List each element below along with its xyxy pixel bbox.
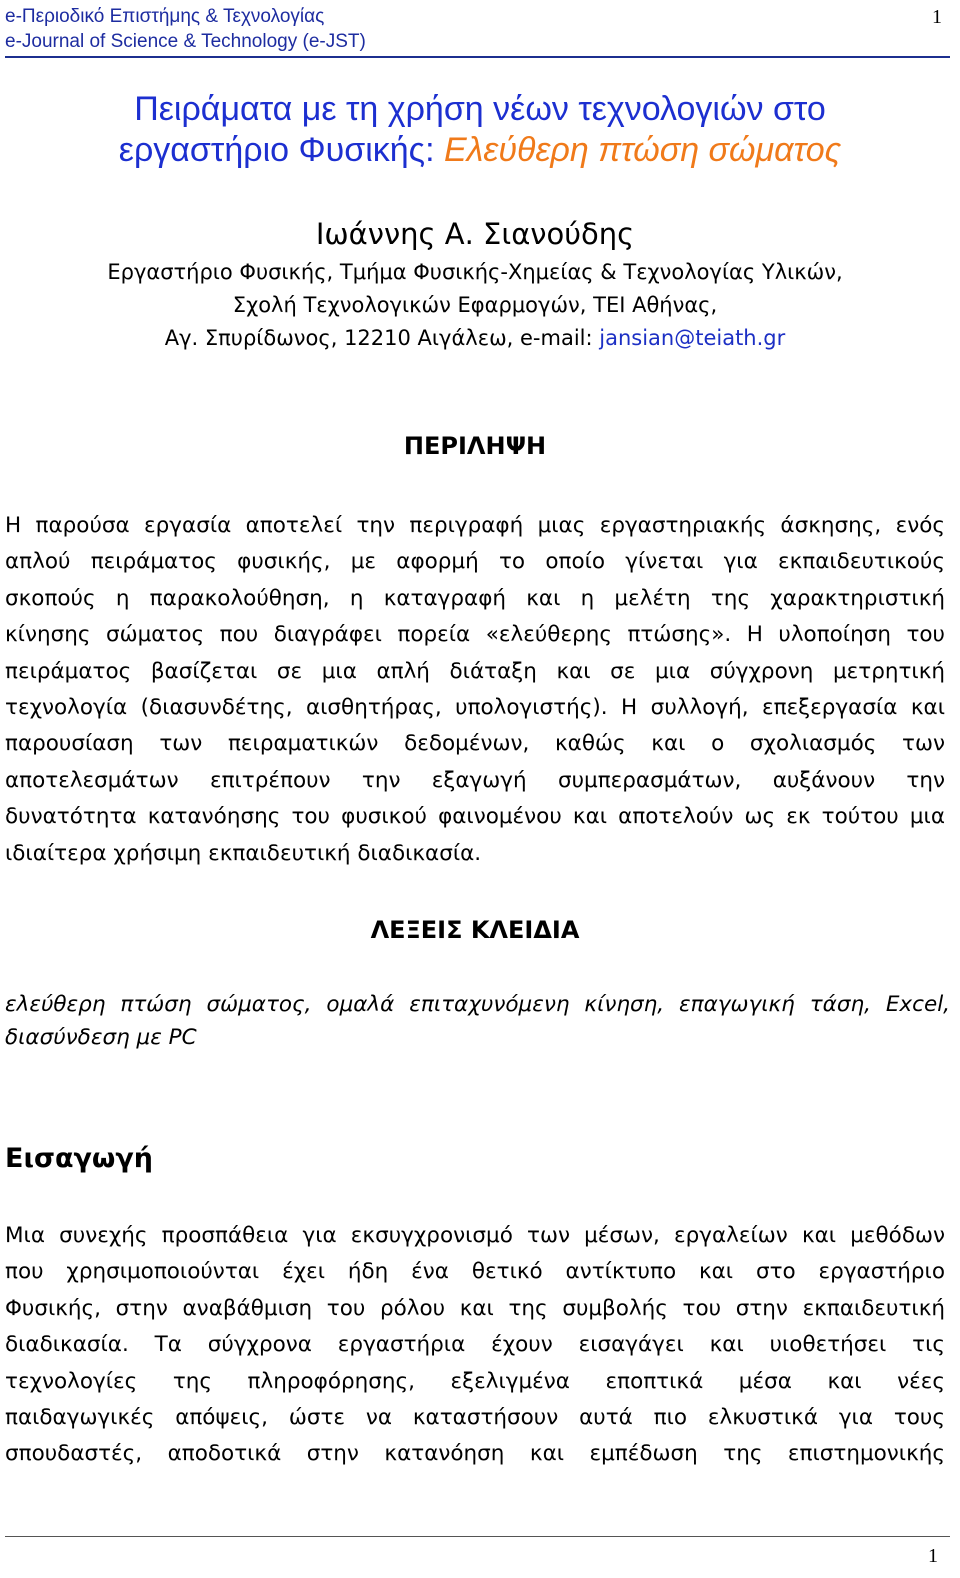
author-affiliation-2: Σχολή Τεχνολογικών Εφαρμογών, ΤΕΙ Αθήνας, (232, 293, 718, 317)
text-line: τεχνολογία (διασυνδέτης, αισθητήρας, υπολογιστής). Η συλλογή, επεξεργασία και (5, 694, 945, 720)
text-line: παρουσίαση των πειραματικών δεδομένων, καθώς και ο σχολιασμός των (5, 731, 945, 757)
text-line: παιδαγωγικές απόψεις, ώστε να καταστήσουν αυτά πιο ελκυστικά για τους (5, 1404, 945, 1430)
text-line: ιδιαίτερα χρήσιμη εκπαιδευτική διαδικασία. (5, 840, 482, 866)
keywords-line: διασύνδεση με PC (5, 1025, 197, 1050)
page-header (5, 4, 950, 58)
keywords-line: ελεύθερη πτώση σώματος, ομαλά επιταχυνόμενη κίνηση, επαγωγική τάση, Excel, (5, 992, 950, 1017)
abstract-body (5, 508, 945, 872)
author-affiliation-1: Εργαστήριο Φυσικής, Τμήμα Φυσικής-Χημείας & Τεχνολογίας Υλικών, (107, 260, 843, 284)
author-name: Ιωάννης Α. Σιανούδης (315, 217, 635, 251)
text-line: Η παρούσα εργασία αποτελεί την περιγραφή μιας εργαστηριακής άσκησης, ενός (5, 513, 945, 538)
text-line: αποτελεσμάτων επιτρέπουν την εξαγωγή συμπερασμάτων, αυξάνουν την (5, 767, 945, 793)
page-footer (5, 1536, 950, 1567)
keywords-heading: ΛΕΞΕΙΣ ΚΛΕΙΔΙΑ (370, 916, 580, 944)
text-line: που χρησιμοποιούνται έχει ήδη ένα θετικό αντίκτυπο και στο εργαστήριο (5, 1259, 945, 1285)
paper-title-accent: Ελεύθερη πτώση σώματος (443, 131, 842, 169)
text-line: διαδικασία. Τα σύγχρονα εργαστήρια έχουν εισαγάγει και υιοθετήσει τις (5, 1332, 945, 1358)
journal-title-english: e-Journal of Science & Technology (e-JST) (5, 31, 366, 52)
abstract-heading: ΠΕΡΙΛΗΨΗ (403, 432, 547, 460)
keywords-body (5, 988, 950, 1054)
footer-page-number: 1 (928, 1545, 938, 1567)
journal-title-greek: e-Περιοδικό Επιστήμης & Τεχνολογίας (5, 6, 325, 27)
text-line: πειράματος βασίζεται σε μια απλή διάταξη και σε μια σύγχρονη μετρητική (5, 658, 945, 684)
text-line: τεχνολογίες της πληροφόρησης, εξελιγμένα εποπτικά μέσα και νέες (5, 1368, 945, 1394)
text-line: Φυσικής, στην αναβάθμιση του ρόλου και της συμβολής του στην εκπαιδευτική (5, 1295, 945, 1321)
text-line: κίνησης σώματος που διαγράφει πορεία «ελεύθερης πτώσης». Η υλοποίηση του (5, 622, 945, 648)
text-line: Μια συνεχής προσπάθεια για εκσυγχρονισμό των μέσων, εργαλείων και μεθόδων (5, 1223, 945, 1248)
text-line: απλού πειράματος φυσικής, με αφορμή το οποίο γίνεται για εκπαιδευτικούς (5, 549, 945, 575)
paper-title-line-1: Πειράματα με τη χρήση νέων τεχνολογιών στο (134, 90, 826, 128)
text-line: σπουδαστές, αποδοτικά στην κατανόηση και εμπέδωση της επιστημονικής (5, 1441, 945, 1467)
header-page-number: 1 (932, 6, 942, 28)
introduction-body (5, 1218, 945, 1473)
text-line: δυνατότητα κατανόησης του φυσικού φαινομένου και αποτελούν ως εκ τούτου μια (5, 804, 945, 830)
author-address: Αγ. Σπυρίδωνος, 12210 Αιγάλεω, e-mail: (164, 326, 600, 350)
author-email-link[interactable]: jansian@teiath.gr (599, 326, 786, 350)
introduction-heading: Εισαγωγή (5, 1143, 154, 1174)
text-line: σκοπούς η παρακολούθηση, η καταγραφή και η μελέτη της χαρακτηριστική (5, 585, 945, 611)
paper-title-prefix: εργαστήριο Φυσικής: (118, 131, 444, 169)
author-affiliation-3 (0, 324, 950, 352)
paper-title-line-2 (0, 129, 960, 171)
